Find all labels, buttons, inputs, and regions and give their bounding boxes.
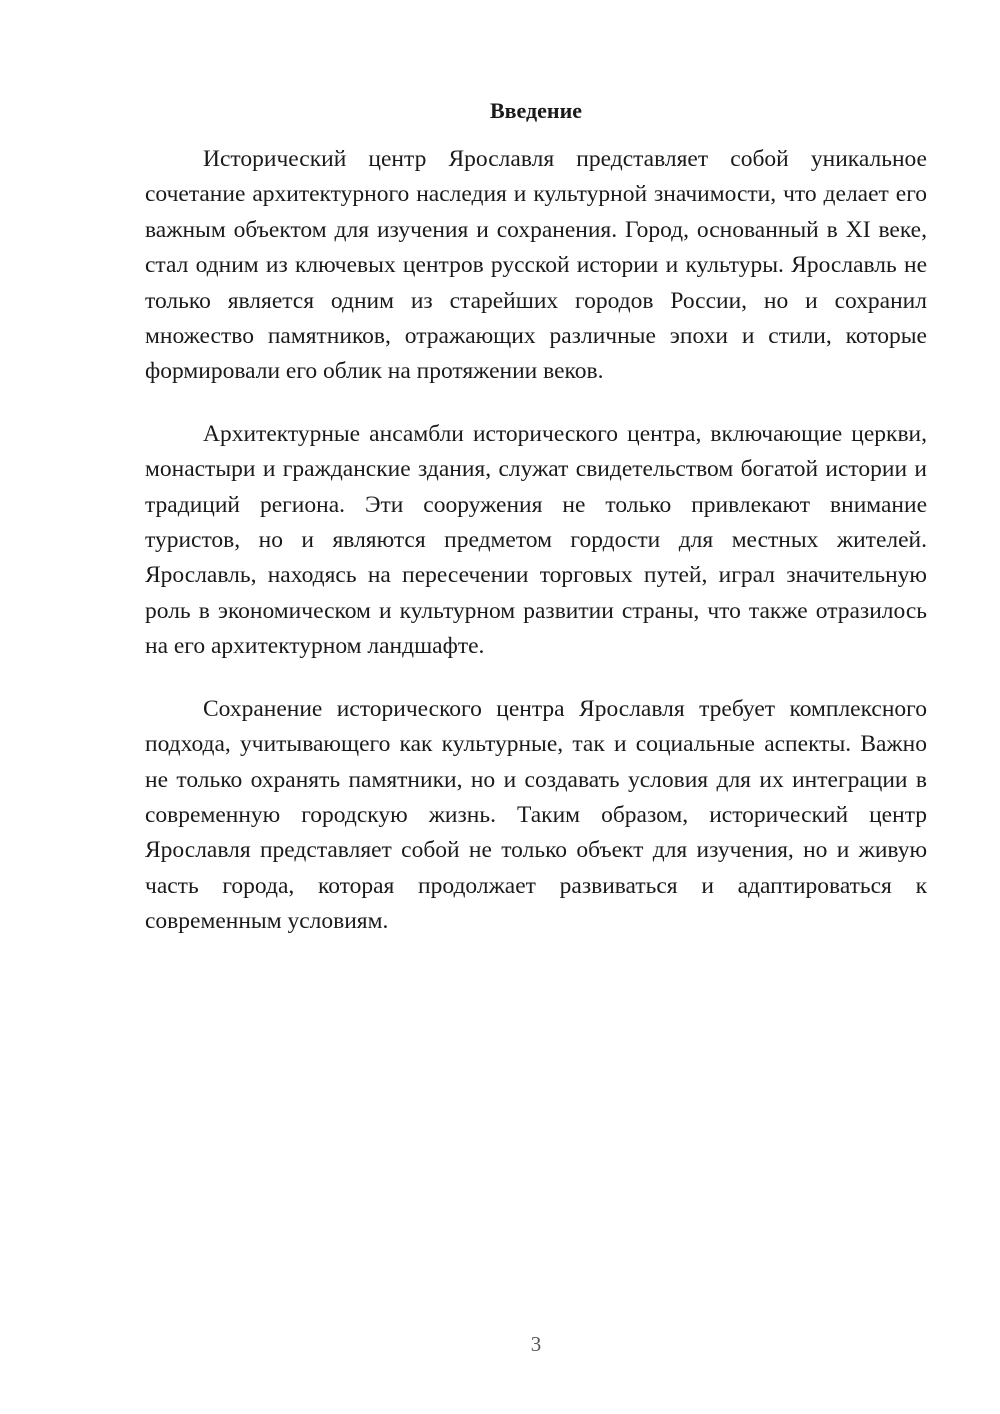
paragraph-3: Сохранение исторического центра Ярославля требует комплексного подхода, учитывающего как культурные, так и социальные аспекты. Важно не только охранять памятники, но и создавать условия для их интеграции в современную городскую жизнь. Таким образом, исторический центр Ярославля представляет собой не только объект для изучения, но и живую часть города, которая продолжает развиваться и адаптироваться к современным условиям.: [145, 695, 927, 935]
paragraph-1: Исторический центр Ярославля представляет собой уникальное сочетание архитектурного наследия и культурной значимости, что делает его важным объектом для изучения и сохранения. Город, основанный в XI веке, стал одним из ключевых центров русской истории и культуры. Ярославль не только является одним из старейших городов России, но и сохранил множество памятников, отражающих различные эпохи и стили, которые формировали его облик на протяжении веков.: [145, 146, 927, 385]
page-title: Введение: [489, 98, 583, 123]
paragraph-2: Архитектурные ансамбли исторического центра, включающие церкви, монастыри и гражданские здания, служат свидетельством богатой истории и традиций региона. Эти сооружения не только привлекают внимание туристов, но и являются предметом гордости для местных жителей. Ярославль, находясь на пересечении торговых путей, играл значительную роль в экономическом и культурном развитии страны, что также отразилось на его архитектурном ландшафте.: [145, 420, 927, 660]
document-body: [145, 142, 927, 967]
page-number: 3: [530, 1332, 542, 1356]
